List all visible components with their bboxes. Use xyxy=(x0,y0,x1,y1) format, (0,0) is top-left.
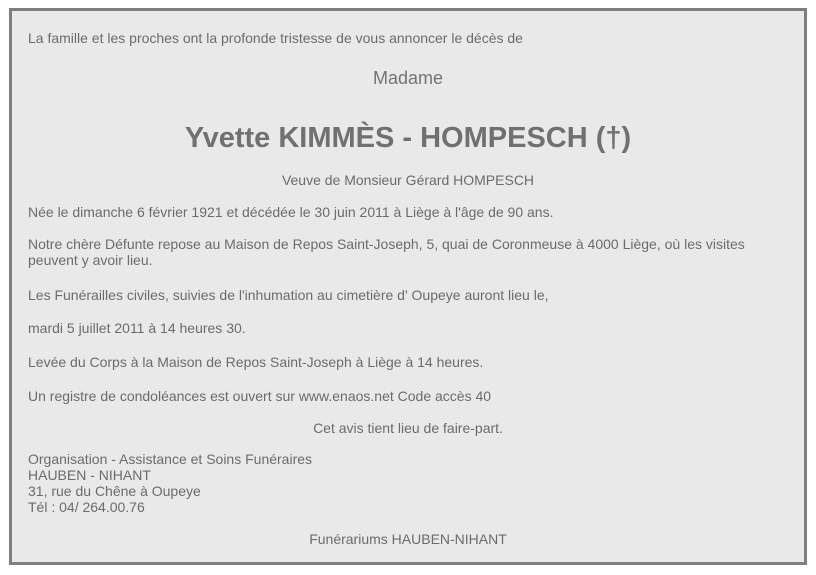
rest-location-text: Notre chère Défunte repose au Maison de Repos Saint-Joseph, 5, quai de Coronmeuse à 4000 Liège, où les visites peuvent y avoir lieu. xyxy=(28,236,745,268)
organisation-line: Organisation - Assistance et Soins Funéraires xyxy=(28,451,313,467)
organisation-block xyxy=(28,451,312,515)
condolence-register: Un registre de condoléances est ouvert sur www.enaos.net Code accès 40 xyxy=(28,388,492,404)
footer-funerarium: Funérariums HAUBEN-NIHANT xyxy=(309,531,507,547)
levee-text: Levée du Corps à la Maison de Repos Saint-Joseph à Liège à 14 heures. xyxy=(28,354,484,370)
organisation-address: 31, rue du Chêne à Oupeye xyxy=(28,483,201,499)
death-notice xyxy=(9,8,807,565)
funeral-date: mardi 5 juillet 2011 à 14 heures 30. xyxy=(28,320,246,336)
deceased-name: Yvette KIMMÈS - HOMPESCH (†) xyxy=(184,122,632,154)
title-madame: Madame xyxy=(372,68,444,88)
birth-death-text: Née le dimanche 6 février 1921 et décédée le 30 juin 2011 à Liège à l'âge de 90 ans. xyxy=(28,204,554,220)
funeral-text: Les Funérailles civiles, suivies de l'inhumation au cimetière d' Oupeye auront lieu le, xyxy=(28,287,549,303)
faire-part-text: Cet avis tient lieu de faire-part. xyxy=(313,420,503,436)
widow-of: Veuve de Monsieur Gérard HOMPESCH xyxy=(281,172,535,188)
organisation-phone: Tél : 04/ 264.00.76 xyxy=(28,499,145,515)
organisation-company: HAUBEN - NIHANT xyxy=(28,467,151,483)
intro-text: La famille et les proches ont la profonde tristesse de vous annoncer le décès de xyxy=(28,30,523,46)
